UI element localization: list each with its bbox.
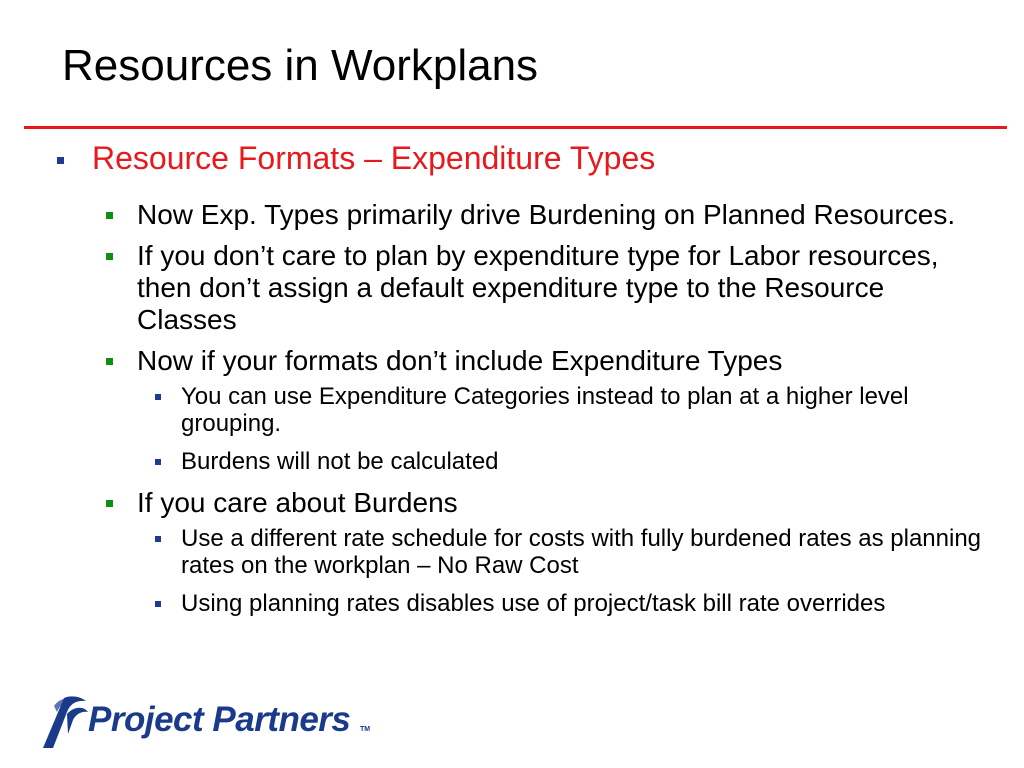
bullet-item [104, 240, 984, 336]
sub-bullet-item [151, 448, 984, 475]
sub-bullet-text: Using planning rates disables use of project/task bill rate overrides [181, 590, 886, 617]
sub-bullet-item [151, 525, 984, 579]
sub-bullet-item [151, 590, 984, 617]
bullet-text: Now Exp. Types primarily drive Burdening on Planned Resources. [137, 199, 956, 230]
trademark-mark: TM [360, 726, 371, 733]
square-bullet-icon [106, 358, 113, 365]
project-partners-swirl-icon [40, 692, 90, 750]
sub-bullet-text: You can use Expenditure Categories instead to plan at a higher level grouping. [181, 383, 909, 437]
bullet-item [104, 487, 984, 617]
slide-title: Resources in Workplans [62, 41, 539, 90]
bullet-list-level-3 [151, 383, 984, 475]
sub-bullet-text: Burdens will not be calculated [181, 448, 499, 475]
square-bullet-icon [155, 536, 161, 542]
company-logo [40, 692, 380, 752]
company-logo-text: Project Partners [88, 700, 351, 739]
bullet-item [104, 199, 984, 231]
square-bullet-icon [155, 601, 161, 607]
square-bullet-icon [57, 157, 64, 164]
sub-bullet-item [151, 383, 984, 437]
bullet-item [104, 345, 984, 475]
bullet-text: If you don’t care to plan by expenditure type for Labor resources, then don’t assign a default expenditure type to the Resource Classes [137, 240, 939, 335]
square-bullet-icon [106, 212, 113, 219]
heading-bullet-item [55, 139, 995, 177]
bullet-list-level-2 [104, 199, 984, 629]
section-heading: Resource Formats – Expenditure Types [92, 140, 656, 176]
title-divider [24, 126, 1007, 129]
square-bullet-icon [106, 253, 113, 260]
bullet-list-level-3 [151, 525, 984, 617]
bullet-text: Now if your formats don’t include Expenditure Types [137, 345, 783, 376]
sub-bullet-text: Use a different rate schedule for costs with fully burdened rates as planning rates on the workplan – No Raw Cost [181, 525, 982, 579]
square-bullet-icon [155, 394, 161, 400]
square-bullet-icon [155, 459, 161, 465]
square-bullet-icon [106, 500, 113, 507]
bullet-list-level-1 [55, 139, 995, 177]
bullet-text: If you care about Burdens [137, 487, 458, 518]
